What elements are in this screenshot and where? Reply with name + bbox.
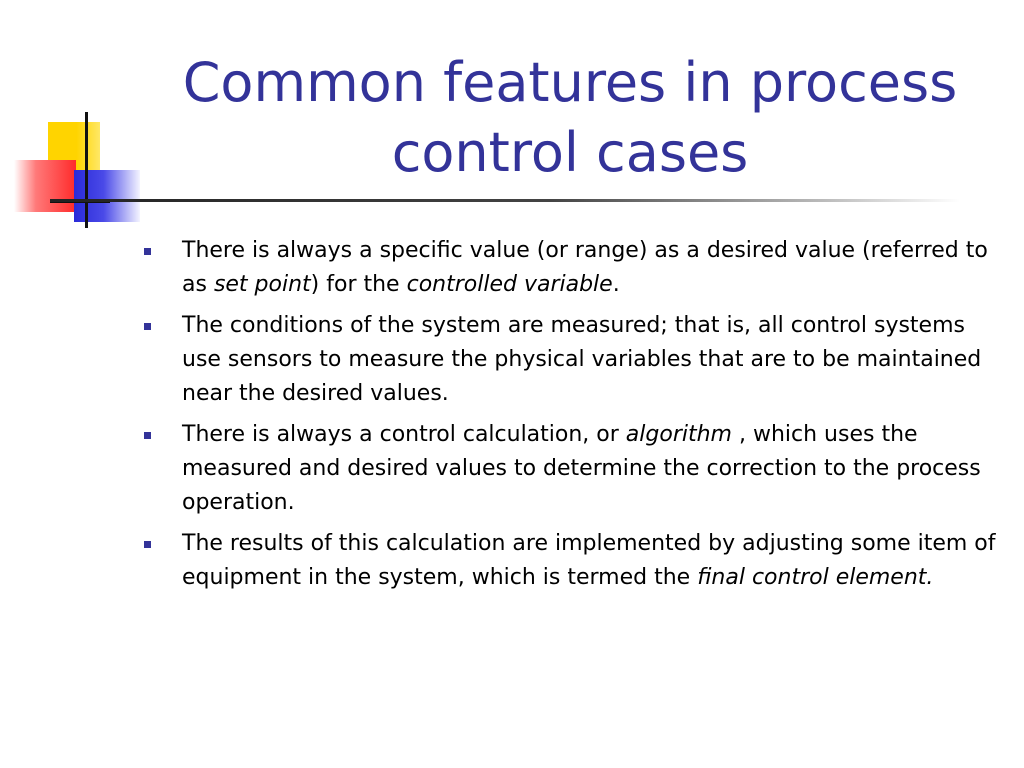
bullet-text: The results of this calculation are implemented by adjusting some item of equipment in the system, which is termed the xyxy=(182,531,996,590)
square-bullet-icon xyxy=(144,248,151,255)
bullet-item xyxy=(140,418,1000,520)
bullet-item xyxy=(140,234,1000,302)
bullet-text: There is always a specific value (or range) as a desired value (referred to as xyxy=(182,238,988,297)
bullet-list xyxy=(140,234,1000,602)
logo-vertical-line xyxy=(85,112,88,228)
term-set-point: set point xyxy=(213,272,311,297)
slide-title-line-1: Common features in process xyxy=(182,51,958,114)
title-divider xyxy=(50,199,960,202)
bullet-text: There is always a control calculation, or xyxy=(182,422,626,447)
bullet-text: The conditions of the system are measured; that is, all control systems use sensors to measure the physical variables that are to be maintained near the desired values. xyxy=(182,313,982,406)
term-final-control-element: final control element. xyxy=(697,565,934,590)
bullet-text: , which uses the measured and desired values to determine the correction to the process operation. xyxy=(182,422,981,515)
logo-blue-square xyxy=(74,170,140,222)
term-controlled-variable: controlled variable xyxy=(406,272,613,297)
square-bullet-icon xyxy=(144,323,151,330)
decorative-logo-icon xyxy=(0,100,160,240)
logo-red-square xyxy=(14,160,76,212)
square-bullet-icon xyxy=(144,541,151,548)
bullet-text: ) for the xyxy=(310,272,407,297)
slide-title-line-2: control cases xyxy=(391,121,749,184)
slide-title xyxy=(160,48,980,188)
bullet-item xyxy=(140,309,1000,411)
bullet-text: . xyxy=(612,272,620,297)
term-algorithm: algorithm xyxy=(625,422,732,447)
square-bullet-icon xyxy=(144,432,151,439)
bullet-item xyxy=(140,527,1000,595)
